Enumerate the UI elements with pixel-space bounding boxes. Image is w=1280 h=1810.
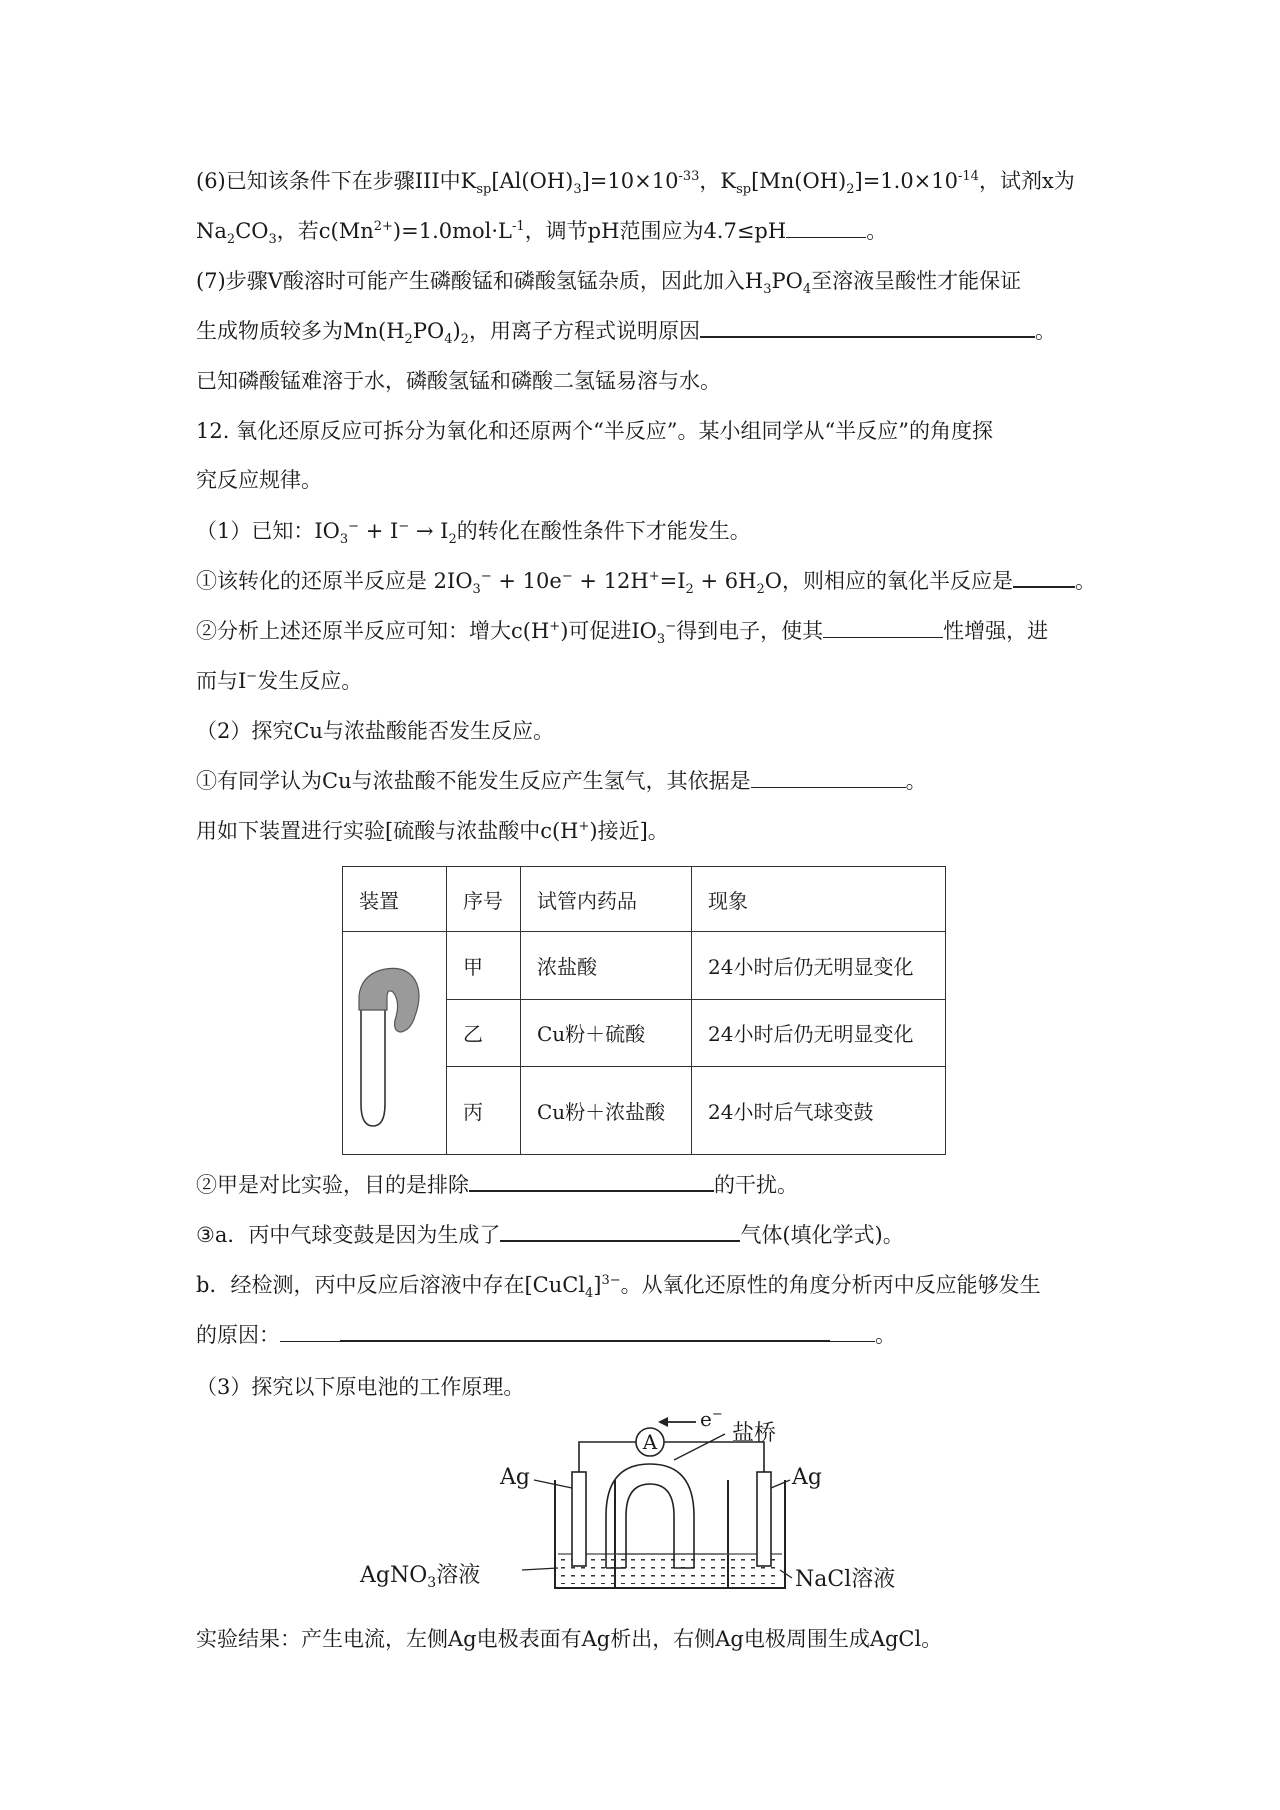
row-3-id: 丙 [447,1067,521,1155]
q12-part2-setup: 用如下装置进行实验[硫酸与浓盐酸中c(H+)接近]。 [196,819,669,843]
q12-part2-item3a: ③a．丙中气球变鼓是因为生成了 气体(填化学式)。 [196,1223,904,1247]
agno3-solution-label: AgNO$_3$溶液 [360,1563,481,1591]
experiment-result: 实验结果：产生电流，左侧Ag电极表面有Ag析出，右侧Ag电极周围生成AgCl。 [196,1627,943,1651]
right-ag-label: Ag [792,1465,822,1490]
q12-2-3b-answer-blank[interactable] [340,1322,830,1342]
q7-note: 已知磷酸锰难溶于水，磷酸氢锰和磷酸二氢锰易溶与水。 [196,369,721,393]
q12-part1-item1: ①该转化的还原半反应是 $2IO_3^- + 10e^- + 12H^+=I_2 + 6H_2O$，则相应的氧化半反应是 。 [196,569,1096,598]
q6-line-2: $Na_2CO_3$，若$c(Mn^{2+})=1.0mol\cdot L^{-1}$，调节pH范围应为4.7≤pH 。 [196,219,888,248]
q12-part2-item2: ②甲是对比实验，目的是排除 的干扰。 [196,1173,798,1197]
row-1-id: 甲 [447,932,521,1000]
salt-bridge-label: 盐桥 [732,1421,777,1446]
q12-1-2-answer-blank[interactable] [823,619,943,638]
q6-line-1: (6)已知该条件下在步骤III中$K_{sp}[Al(OH)_3]=10\times 10^{-33}$，$K_{sp}[Mn(OH)_2]=1.0\times 10^{-14}$，试剂x为 [196,169,1075,198]
q12-part2-item1: ①有同学认为Cu与浓盐酸不能发生反应产生氢气，其依据是 。 [196,769,927,793]
q12-1-1-answer-blank[interactable] [1013,568,1075,588]
q12-part1-item2-cont: 而与I−发生反应。 [196,669,363,693]
q12-2-1-answer-blank[interactable] [751,769,906,788]
table-header-phenomenon: 现象 [692,867,946,932]
row-3-reagent: Cu粉＋浓盐酸 [521,1067,692,1155]
row-2-reagent: Cu粉＋硫酸 [521,999,692,1067]
left-ag-electrode [572,1472,586,1566]
q12-part1-item2: ②分析上述还原半反应可知：增大c(H+)可促进$IO_3^-$得到电子，使其 性增强，进 [196,619,1049,648]
q12-part1-given: （1）已知：$IO_3^- + I^- \to I_2$的转化在酸性条件下才能发生。 [196,519,751,548]
left-ag-label: Ag [500,1465,530,1490]
right-ag-electrode [757,1472,771,1566]
row-3-result: 24小时后气球变鼓 [692,1067,946,1155]
row-1-result: 24小时后仍无明显变化 [692,932,946,1000]
q12-intro-1: 12. 氧化还原反应可拆分为氧化和还原两个“半反应”。某小组同学从“半反应”的角度探 [196,419,994,443]
q12-2-3b-answer-blank-tail[interactable] [830,1323,875,1342]
q12-intro-2: 究反应规律。 [196,468,322,492]
table-header-apparatus: 装置 [343,867,447,932]
experiment-table [342,866,946,1155]
apparatus-illustration-cell [343,932,447,1155]
q12-2-3a-answer-blank[interactable] [500,1222,740,1242]
nacl-solution-label: NaCl溶液 [795,1567,896,1592]
q12-2-3b-answer-blank-lead[interactable] [280,1323,340,1342]
solution-dots [560,1558,780,1584]
row-2-id: 乙 [447,999,521,1067]
table-header-number: 序号 [447,867,521,932]
q12-part2-item3b-cont: 的原因： 。 [196,1323,896,1347]
q12-part2-title: （2）探究Cu与浓盐酸能否发生反应。 [196,719,554,743]
table-header-reagent: 试管内药品 [521,867,692,932]
balloon-test-tube-icon [343,932,446,1154]
row-2-result: 24小时后仍无明显变化 [692,999,946,1067]
q12-part2-item3b: b．经检测，丙中反应后溶液中存在[CuCl$_4$]$^{3-}$。从氧化还原性的角度分析丙中反应能够发生 [196,1273,1041,1302]
q7-line-2: 生成物质较多为$Mn(H_2PO_4)_2$，用离子方程式说明原因 。 [196,319,1056,348]
q7-answer-blank[interactable] [700,318,1035,338]
q12-2-2-answer-blank[interactable] [469,1172,714,1192]
q12-part3-title: （3）探究以下原电池的工作原理。 [196,1375,525,1399]
table-row [343,932,946,1000]
ammeter-label: A [642,1430,658,1454]
electron-label: e− [700,1407,723,1431]
row-1-reagent: 浓盐酸 [521,932,692,1000]
table-header-row [343,867,946,932]
q7-line-1: (7)步骤V酸溶时可能产生磷酸锰和磷酸氢锰杂质，因此加入$H_3PO_4$至溶液呈酸性才能保证 [196,269,1022,298]
q6-answer-blank[interactable] [786,219,866,238]
galvanic-cell-diagram [360,1407,920,1600]
